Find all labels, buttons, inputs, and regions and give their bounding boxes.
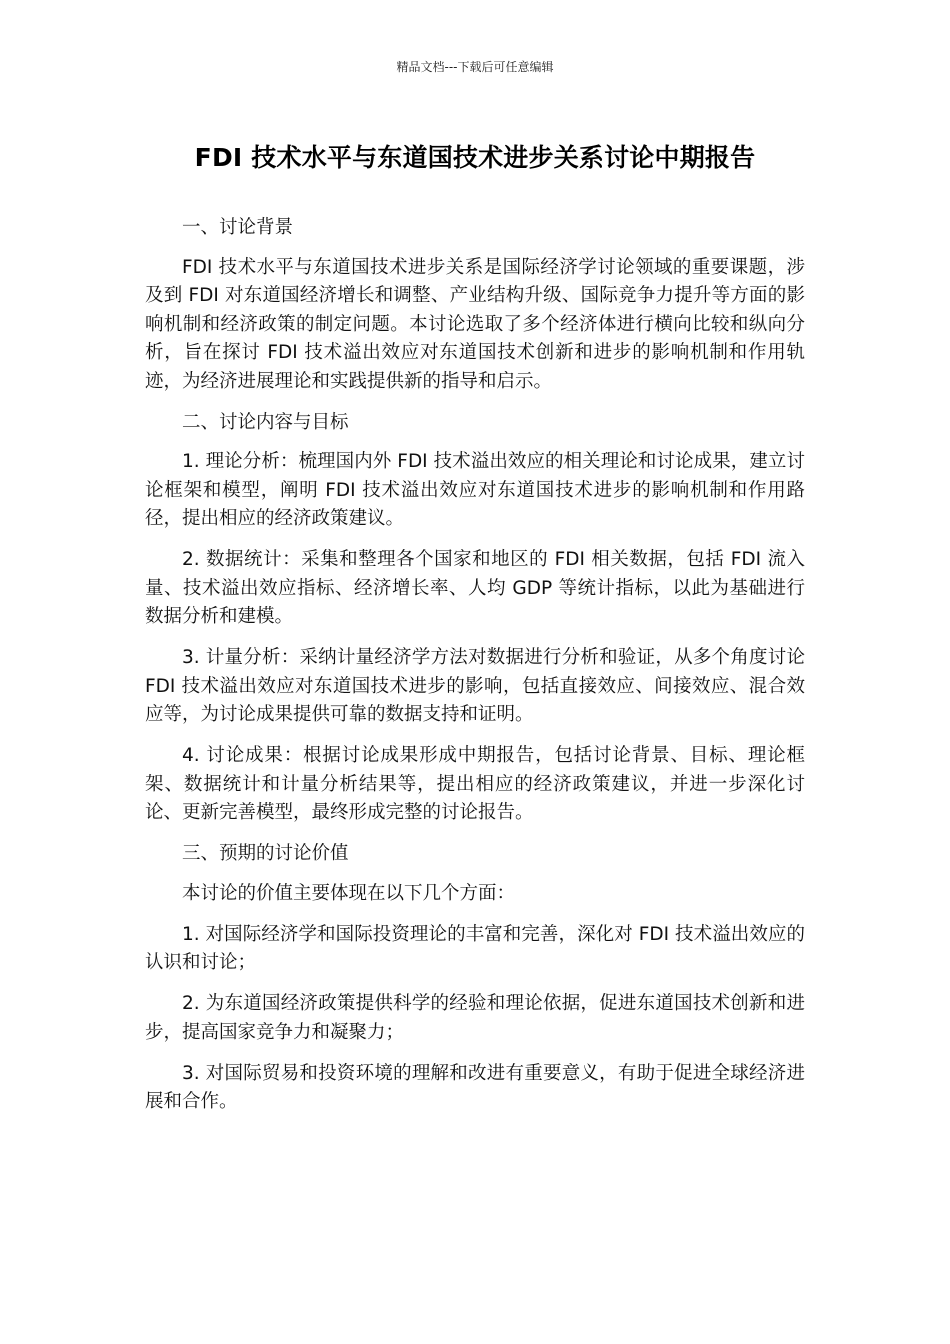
paragraph-value-intro: 本讨论的价值主要体现在以下几个方面： bbox=[182, 882, 516, 904]
list-item-value-2: 2. 为东道国经济政策提供科学的经验和理论依据，促进东道国技术创新和进步，提高国家竞争力和凝聚力； bbox=[145, 993, 805, 1043]
list-item-research-results: 4. 讨论成果：根据讨论成果形成中期报告，包括讨论背景、目标、理论框架、数据统计和计量分析结果等，提出相应的经济政策建议，并进一步深化讨论、更新完善模型，最终形成完整的讨论报告。 bbox=[145, 745, 805, 823]
list-item-value-3: 3. 对国际贸易和投资环境的理解和改进有重要意义，有助于促进全球经济进展和合作。 bbox=[145, 1062, 805, 1112]
section-heading-expected-value: 三、预期的讨论价值 bbox=[182, 843, 349, 864]
list-item-theory-analysis: 1. 理论分析：梳理国内外 FDI 技术溢出效应的相关理论和讨论成果，建立讨论框架和模型，阐明 FDI 技术溢出效应对东道国技术进步的影响机制和作用路径，提出相应的经济政策建议。 bbox=[145, 451, 805, 529]
list-item-data-statistics: 2. 数据统计：采集和整理各个国家和地区的 FDI 相关数据，包括 FDI 流入量、技术溢出效应指标、经济增长率、人均 GDP 等统计指标，以此为基础进行数据分析和建模。 bbox=[145, 549, 805, 627]
document-title: FDI 技术水平与东道国技术进步关系讨论中期报告 bbox=[194, 143, 756, 172]
section-heading-content-goals: 二、讨论内容与目标 bbox=[182, 411, 349, 433]
header-note: 精品文档---下载后可任意编辑 bbox=[396, 60, 554, 74]
section-heading-background: 一、讨论背景 bbox=[182, 217, 294, 238]
list-item-econometric-analysis: 3. 计量分析：采纳计量经济学方法对数据进行分析和验证，从多个角度讨论 FDI 技术溢出效应对东道国技术进步的影响，包括直接效应、间接效应、混合效应等，为讨论成果提供可靠的数据支持和证明。 bbox=[145, 647, 805, 725]
paragraph-background: FDI 技术水平与东道国技术进步关系是国际经济学讨论领域的重要课题，涉及到 FDI 对东道国经济增长和调整、产业结构升级、国际竞争力提升等方面的影响机制和经济政策的制定问题。本讨论选取了多个经济体进行横向比较和纵向分析，旨在探讨 FDI 技术溢出效应对东道国技术创新和进步的影响机制和作用轨迹，为经济进展理论和实践提供新的指导和启示。 bbox=[145, 256, 805, 392]
list-item-value-1: 1. 对国际经济学和国际投资理论的丰富和完善，深化对 FDI 技术溢出效应的认识和讨论； bbox=[145, 923, 805, 973]
document-body bbox=[145, 214, 805, 1129]
